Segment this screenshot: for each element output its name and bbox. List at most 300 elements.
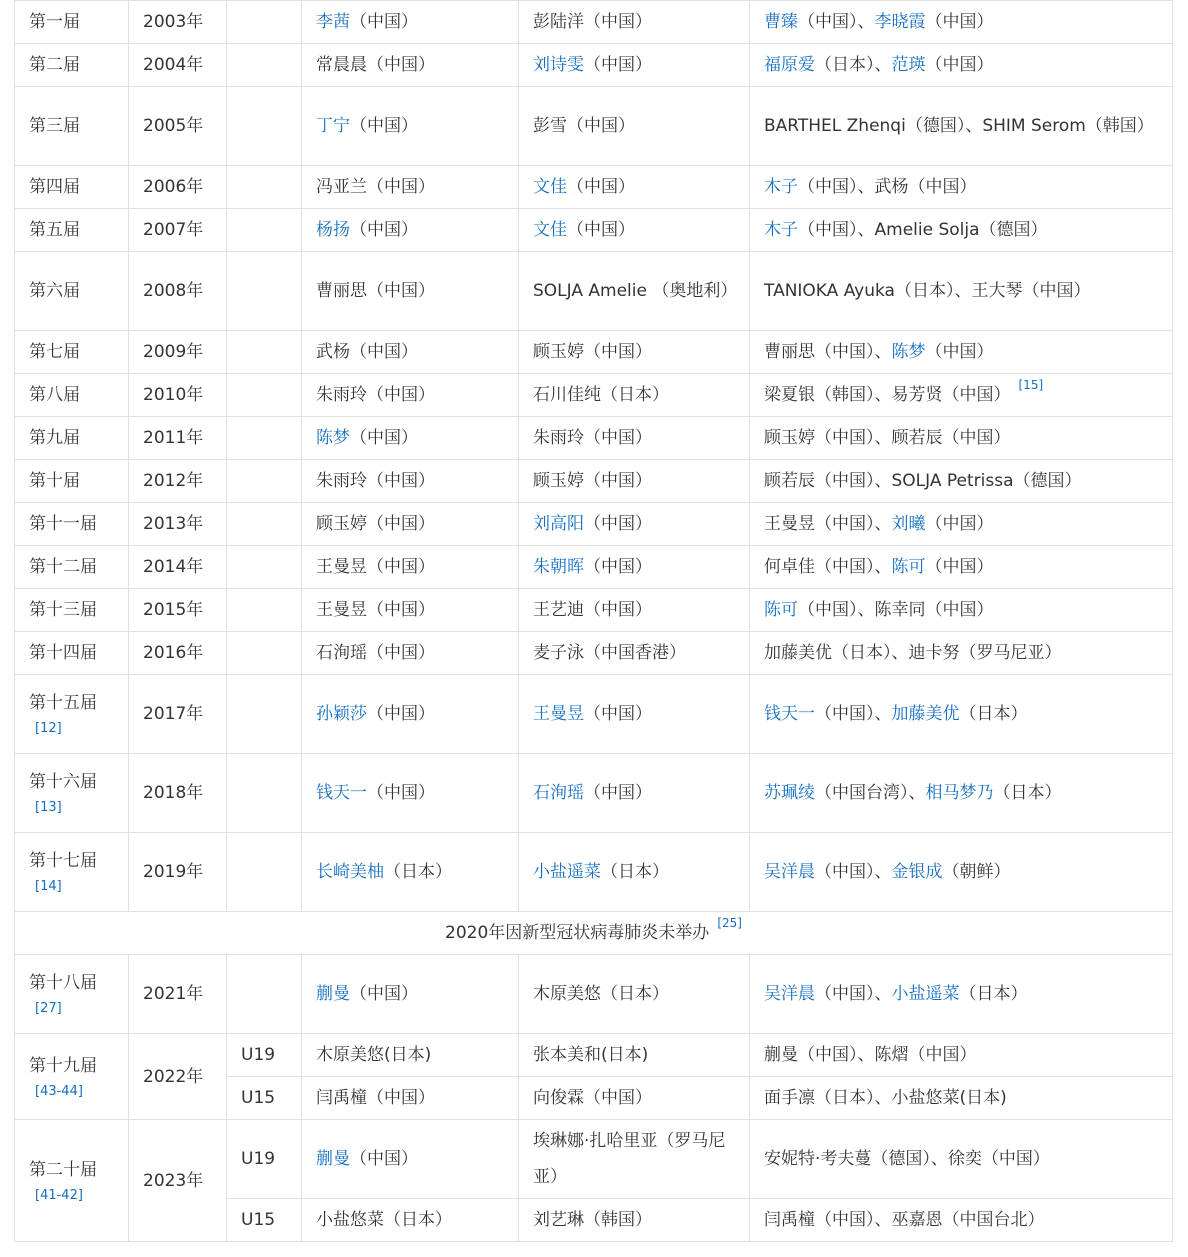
champion-text: （中国） — [350, 1149, 418, 1169]
runner-up-text: 顾玉婷（中国） — [533, 471, 652, 491]
year-label: 2017年 — [143, 704, 204, 724]
champion-text: 王曼昱（中国） — [316, 600, 435, 620]
edition-label: 第十届 — [29, 471, 80, 491]
third-place-link[interactable]: 李晓霞 — [874, 12, 926, 32]
third-place-link[interactable]: 木子 — [764, 220, 798, 240]
table-row — [15, 955, 1173, 1034]
category-cell — [227, 1120, 302, 1199]
results-table-body — [15, 1, 1173, 1242]
year-label: 2006年 — [143, 177, 204, 197]
category-cell — [227, 1034, 302, 1077]
third-place-link[interactable]: 加藤美优 — [891, 704, 960, 724]
runner-up-text: （中国） — [584, 783, 652, 803]
runner-up-text: （中国） — [567, 220, 635, 240]
table-row — [15, 209, 1173, 252]
runner-up-text: 刘艺琳（韩国） — [533, 1210, 652, 1230]
year-label: 2014年 — [143, 557, 204, 577]
champion-cell — [302, 460, 519, 503]
third-place-link[interactable]: 相马梦乃 — [925, 783, 994, 803]
champion-text: （中国） — [350, 984, 418, 1004]
year-label: 2008年 — [143, 281, 204, 301]
runner-up-cell — [519, 546, 750, 589]
edition-label: 第十四届 — [29, 643, 97, 663]
edition-cell — [15, 252, 129, 331]
runner-up-cell — [519, 833, 750, 912]
year-cell — [129, 955, 227, 1034]
third-place-text: （中国）、 — [815, 704, 892, 724]
edition-label: 第五届 — [29, 220, 80, 240]
category-cell — [227, 166, 302, 209]
edition-label: 第七届 — [29, 342, 80, 362]
champion-cell — [302, 955, 519, 1034]
third-place-cell — [750, 209, 1173, 252]
third-place-text: 面手凛（日本）、小盐悠菜(日本) — [764, 1088, 1007, 1108]
year-label: 2016年 — [143, 643, 204, 663]
third-place-text: BARTHEL Zhenqi（德国）、SHIM Serom（韩国） — [764, 116, 1154, 136]
third-place-text: 加藤美优（日本）、迪卡努（罗马尼亚） — [764, 643, 1062, 663]
runner-up-cell — [519, 1120, 750, 1199]
third-place-link[interactable]: 陈可 — [891, 557, 926, 577]
year-label: 2015年 — [143, 600, 204, 620]
third-place-cell — [750, 1, 1173, 44]
champion-link[interactable]: 杨扬 — [316, 220, 350, 240]
edition-label: 第十六届 — [29, 772, 97, 792]
runner-up-cell — [519, 44, 750, 87]
category-cell — [227, 87, 302, 166]
champion-link[interactable]: 蒯曼 — [316, 984, 350, 1004]
runner-up-text: 埃琳娜·扎哈里亚（罗马尼亚） — [533, 1131, 726, 1187]
third-place-text: （中国） — [925, 514, 994, 534]
year-label: 2005年 — [143, 116, 204, 136]
edition-cell — [15, 209, 129, 252]
runner-up-text: （日本） — [601, 862, 669, 882]
third-place-cell — [750, 460, 1173, 503]
champion-text: 小盐悠菜（日本） — [316, 1210, 452, 1230]
category-label: U15 — [241, 1088, 276, 1108]
runner-up-text: （中国） — [584, 514, 652, 534]
champion-cell — [302, 252, 519, 331]
champion-cell — [302, 503, 519, 546]
category-cell — [227, 460, 302, 503]
year-label: 2019年 — [143, 862, 204, 882]
year-label: 2023年 — [143, 1170, 204, 1191]
reference-link[interactable]: [43-44] — [35, 1083, 83, 1099]
edition-cell — [15, 374, 129, 417]
edition-label: 第十三届 — [29, 600, 97, 620]
year-label: 2013年 — [143, 514, 204, 534]
third-place-text: （中国） — [925, 55, 994, 75]
champion-text: 木原美悠(日本) — [316, 1045, 432, 1065]
year-cell — [129, 1034, 227, 1120]
champion-cell — [302, 417, 519, 460]
table-row — [15, 912, 1173, 955]
category-cell — [227, 589, 302, 632]
third-place-text: 顾若辰（中国）、SOLJA Petrissa（德国） — [764, 471, 1082, 491]
third-place-text: （中国） — [925, 342, 994, 362]
year-label: 2004年 — [143, 55, 204, 75]
runner-up-text: （中国） — [584, 55, 652, 75]
edition-cell — [15, 589, 129, 632]
year-label: 2007年 — [143, 220, 204, 240]
third-place-link[interactable]: 吴洋晨 — [764, 862, 815, 882]
edition-cell — [15, 460, 129, 503]
category-cell — [227, 675, 302, 754]
edition-cell — [15, 833, 129, 912]
reference-link[interactable]: [12] — [35, 721, 62, 736]
runner-up-cell — [519, 632, 750, 675]
runner-up-cell — [519, 252, 750, 331]
third-place-cell — [750, 955, 1173, 1034]
year-label: 2011年 — [143, 428, 204, 448]
edition-label: 第一届 — [29, 12, 80, 32]
year-cell — [129, 675, 227, 754]
champion-link[interactable]: 钱天一 — [316, 783, 367, 803]
table-row — [15, 1120, 1173, 1199]
edition-cell — [15, 546, 129, 589]
category-label: U15 — [241, 1210, 276, 1230]
third-place-text: （中国）、 — [798, 12, 875, 32]
results-table — [14, 0, 1173, 1242]
edition-cell — [15, 44, 129, 87]
runner-up-text: 木原美悠（日本） — [533, 984, 669, 1004]
champion-cell — [302, 44, 519, 87]
edition-cell — [15, 503, 129, 546]
category-label: U19 — [241, 1149, 276, 1169]
year-cell — [129, 166, 227, 209]
third-place-cell — [750, 503, 1173, 546]
third-place-cell — [750, 166, 1173, 209]
edition-label: 第四届 — [29, 177, 80, 197]
edition-label: 第六届 — [29, 281, 80, 301]
champion-cell — [302, 374, 519, 417]
table-row — [15, 589, 1173, 632]
champion-link[interactable]: 长崎美柚 — [316, 862, 384, 882]
third-place-link[interactable]: 陈梦 — [891, 342, 926, 362]
year-label: 2003年 — [143, 12, 204, 32]
category-cell — [227, 1077, 302, 1120]
champion-link[interactable]: 孙颖莎 — [316, 704, 367, 724]
year-cell — [129, 546, 227, 589]
third-place-text: 顾玉婷（中国）、顾若辰（中国） — [764, 428, 1011, 448]
champion-text: （日本） — [384, 862, 452, 882]
year-cell — [129, 460, 227, 503]
third-place-cell — [750, 1077, 1173, 1120]
champion-text: （中国） — [367, 704, 435, 724]
year-label: 2022年 — [143, 1066, 204, 1087]
year-cell — [129, 87, 227, 166]
champion-text: （中国） — [350, 12, 418, 32]
runner-up-cell — [519, 374, 750, 417]
runner-up-cell — [519, 589, 750, 632]
table-row — [15, 166, 1173, 209]
champion-text: 石洵瑶（中国） — [316, 643, 435, 663]
runner-up-text: （中国） — [567, 177, 635, 197]
champion-cell — [302, 833, 519, 912]
year-cell — [129, 833, 227, 912]
champion-text: （中国） — [350, 220, 418, 240]
runner-up-text: 王艺迪（中国） — [533, 600, 652, 620]
champion-cell — [302, 754, 519, 833]
runner-up-cell — [519, 1077, 750, 1120]
third-place-cell — [750, 87, 1173, 166]
runner-up-text: 向俊霖（中国） — [533, 1088, 652, 1108]
runner-up-cell — [519, 460, 750, 503]
runner-up-cell — [519, 1, 750, 44]
champion-cell — [302, 1199, 519, 1242]
third-place-cell — [750, 589, 1173, 632]
third-place-cell — [750, 833, 1173, 912]
category-cell — [227, 331, 302, 374]
champion-link[interactable]: 陈梦 — [316, 428, 350, 448]
reference-link[interactable]: [13] — [35, 800, 62, 815]
table-row — [15, 87, 1173, 166]
third-place-cell — [750, 754, 1173, 833]
third-place-link[interactable]: 木子 — [764, 177, 798, 197]
champion-cell — [302, 1120, 519, 1199]
third-place-cell — [750, 44, 1173, 87]
third-place-text: （日本） — [959, 704, 1028, 724]
year-cell — [129, 44, 227, 87]
edition-label: 第十九届 — [29, 1055, 97, 1076]
year-label: 2021年 — [143, 984, 204, 1004]
year-cell — [129, 754, 227, 833]
runner-up-link[interactable]: 朱朝晖 — [533, 557, 584, 577]
edition-cell — [15, 1034, 129, 1120]
runner-up-cell — [519, 754, 750, 833]
champion-cell — [302, 209, 519, 252]
table-row — [15, 833, 1173, 912]
year-cell — [129, 503, 227, 546]
edition-cell — [15, 754, 129, 833]
notice-cell — [15, 912, 1173, 955]
runner-up-link[interactable]: 刘诗雯 — [533, 55, 584, 75]
third-place-text: （中国） — [925, 12, 994, 32]
category-cell — [227, 833, 302, 912]
table-row — [15, 1, 1173, 44]
edition-cell — [15, 331, 129, 374]
champion-cell — [302, 166, 519, 209]
table-row — [15, 460, 1173, 503]
champion-text: 曹丽思（中国） — [316, 281, 435, 301]
third-place-text: （中国）、陈幸同（中国） — [798, 600, 994, 620]
champion-cell — [302, 589, 519, 632]
champion-text: 冯亚兰（中国） — [316, 177, 435, 197]
category-cell — [227, 503, 302, 546]
year-cell — [129, 331, 227, 374]
runner-up-cell — [519, 675, 750, 754]
edition-cell — [15, 955, 129, 1034]
champion-text: 武杨（中国） — [316, 342, 418, 362]
third-place-text: 蒯曼（中国）、陈熠（中国） — [764, 1045, 977, 1065]
category-cell — [227, 955, 302, 1034]
champion-text: （中国） — [350, 116, 418, 136]
third-place-text: （中国）、 — [815, 984, 892, 1004]
third-place-text: （日本） — [993, 783, 1062, 803]
runner-up-text: 朱雨玲（中国） — [533, 428, 652, 448]
table-row — [15, 417, 1173, 460]
champion-link[interactable]: 李茜 — [316, 12, 350, 32]
third-place-link[interactable]: 刘曦 — [891, 514, 926, 534]
third-place-cell — [750, 675, 1173, 754]
table-row — [15, 331, 1173, 374]
runner-up-link[interactable]: 石洵瑶 — [533, 783, 584, 803]
third-place-cell — [750, 632, 1173, 675]
reference-link[interactable]: [41-42] — [35, 1187, 83, 1203]
category-cell — [227, 1199, 302, 1242]
runner-up-link[interactable]: 小盐遥菜 — [533, 862, 601, 882]
edition-label: 第十二届 — [29, 557, 97, 577]
edition-cell — [15, 1120, 129, 1242]
runner-up-cell — [519, 166, 750, 209]
category-cell — [227, 209, 302, 252]
third-place-link[interactable]: 苏珮绫 — [764, 783, 815, 803]
edition-label: 第二十届 — [29, 1159, 97, 1180]
edition-label: 第二届 — [29, 55, 80, 75]
year-cell — [129, 1, 227, 44]
champion-cell — [302, 331, 519, 374]
champion-cell — [302, 1, 519, 44]
third-place-cell — [750, 252, 1173, 331]
table-row — [15, 675, 1173, 754]
third-place-link[interactable]: 福原爱 — [764, 55, 815, 75]
category-cell — [227, 754, 302, 833]
year-cell — [129, 374, 227, 417]
champion-text: 朱雨玲（中国） — [316, 385, 435, 405]
year-cell — [129, 632, 227, 675]
third-place-text: （中国）、武杨（中国） — [798, 177, 977, 197]
category-cell — [227, 1, 302, 44]
third-place-link[interactable]: 陈可 — [764, 600, 798, 620]
runner-up-cell — [519, 417, 750, 460]
third-place-text: （中国台湾）、 — [815, 783, 926, 803]
year-label: 2018年 — [143, 783, 204, 803]
runner-up-text: 石川佳纯（日本） — [533, 385, 669, 405]
champion-text: 王曼昱（中国） — [316, 557, 435, 577]
edition-label: 第三届 — [29, 116, 80, 136]
runner-up-cell — [519, 331, 750, 374]
notice-text: 2020年因新型冠状病毒肺炎未举办 — [445, 923, 710, 943]
edition-label: 第八届 — [29, 385, 80, 405]
champion-cell — [302, 1077, 519, 1120]
table-row — [15, 374, 1173, 417]
runner-up-cell — [519, 209, 750, 252]
year-cell — [129, 209, 227, 252]
category-cell — [227, 252, 302, 331]
third-place-text: （中国） — [925, 557, 994, 577]
champion-text: 朱雨玲（中国） — [316, 471, 435, 491]
edition-cell — [15, 87, 129, 166]
third-place-text: 梁夏银（韩国）、易芳贤（中国） — [764, 385, 1011, 405]
runner-up-cell — [519, 1199, 750, 1242]
runner-up-link[interactable]: 王曼昱 — [533, 704, 584, 724]
third-place-link[interactable]: 范瑛 — [891, 55, 926, 75]
third-place-text: （中国）、 — [815, 862, 892, 882]
table-row — [15, 546, 1173, 589]
third-place-text: 安妮特·考夫蔓（德国）、徐奕（中国） — [764, 1149, 1050, 1169]
runner-up-text: （中国） — [584, 704, 652, 724]
edition-label: 第十一届 — [29, 514, 97, 534]
third-place-text: （日本）、 — [815, 55, 892, 75]
third-place-link[interactable]: 金银成 — [891, 862, 943, 882]
third-place-link[interactable]: 钱天一 — [764, 704, 815, 724]
champion-cell — [302, 632, 519, 675]
category-cell — [227, 632, 302, 675]
runner-up-text: 张本美和(日本) — [533, 1045, 649, 1065]
runner-up-link[interactable]: 文佳 — [533, 220, 567, 240]
third-place-text: 曹丽思（中国）、 — [764, 342, 892, 362]
champion-text: 常晨晨（中国） — [316, 55, 435, 75]
table-row — [15, 252, 1173, 331]
year-label: 2009年 — [143, 342, 204, 362]
third-place-text: 何卓佳（中国）、 — [764, 557, 892, 577]
champion-cell — [302, 87, 519, 166]
year-label: 2012年 — [143, 471, 204, 491]
reference-link[interactable]: [14] — [35, 879, 62, 894]
third-place-cell — [750, 374, 1173, 417]
third-place-text: 王曼昱（中国）、 — [764, 514, 892, 534]
reference-link[interactable]: [15] — [1018, 378, 1044, 392]
table-row — [15, 44, 1173, 87]
runner-up-text: 麦子泳（中国香港） — [533, 643, 686, 663]
edition-label: 第九届 — [29, 428, 80, 448]
third-place-text: （朝鲜） — [942, 862, 1011, 882]
third-place-text: 闫禹橦（中国）、巫嘉恩（中国台北） — [764, 1210, 1045, 1230]
runner-up-text: 顾玉婷（中国） — [533, 342, 652, 362]
year-cell — [129, 252, 227, 331]
edition-cell — [15, 417, 129, 460]
third-place-cell — [750, 331, 1173, 374]
table-row — [15, 503, 1173, 546]
reference-link[interactable]: [27] — [35, 1001, 62, 1016]
third-place-cell — [750, 1034, 1173, 1077]
runner-up-cell — [519, 955, 750, 1034]
third-place-text: （日本） — [959, 984, 1028, 1004]
champion-text: （中国） — [367, 783, 435, 803]
runner-up-text: SOLJA Amelie （奥地利） — [533, 281, 738, 301]
third-place-link[interactable]: 小盐遥菜 — [891, 984, 960, 1004]
edition-label: 第十八届 — [29, 973, 97, 993]
third-place-text: TANIOKA Ayuka（日本）、王大琴（中国） — [764, 281, 1091, 301]
table-row — [15, 754, 1173, 833]
category-cell — [227, 417, 302, 460]
third-place-text: （中国）、Amelie Solja（德国） — [798, 220, 1048, 240]
year-label: 2010年 — [143, 385, 204, 405]
edition-label: 第十七届 — [29, 851, 97, 871]
runner-up-cell — [519, 503, 750, 546]
champion-text: 顾玉婷（中国） — [316, 514, 435, 534]
runner-up-cell — [519, 1034, 750, 1077]
edition-cell — [15, 675, 129, 754]
champion-text: 闫禹橦（中国） — [316, 1088, 435, 1108]
third-place-cell — [750, 417, 1173, 460]
champion-link[interactable]: 蒯曼 — [316, 1149, 350, 1169]
year-cell — [129, 1120, 227, 1242]
edition-cell — [15, 166, 129, 209]
reference-link[interactable]: [25] — [717, 916, 742, 930]
edition-cell — [15, 632, 129, 675]
edition-label: 第十五届 — [29, 693, 97, 713]
champion-cell — [302, 1034, 519, 1077]
runner-up-text: 彭陆洋（中国） — [533, 12, 652, 32]
table-row — [15, 632, 1173, 675]
runner-up-link[interactable]: 文佳 — [533, 177, 567, 197]
third-place-cell — [750, 1120, 1173, 1199]
third-place-link[interactable]: 曹臻 — [764, 12, 798, 32]
third-place-link[interactable]: 吴洋晨 — [764, 984, 815, 1004]
runner-up-link[interactable]: 刘高阳 — [533, 514, 584, 534]
champion-link[interactable]: 丁宁 — [316, 116, 350, 136]
third-place-cell — [750, 1199, 1173, 1242]
